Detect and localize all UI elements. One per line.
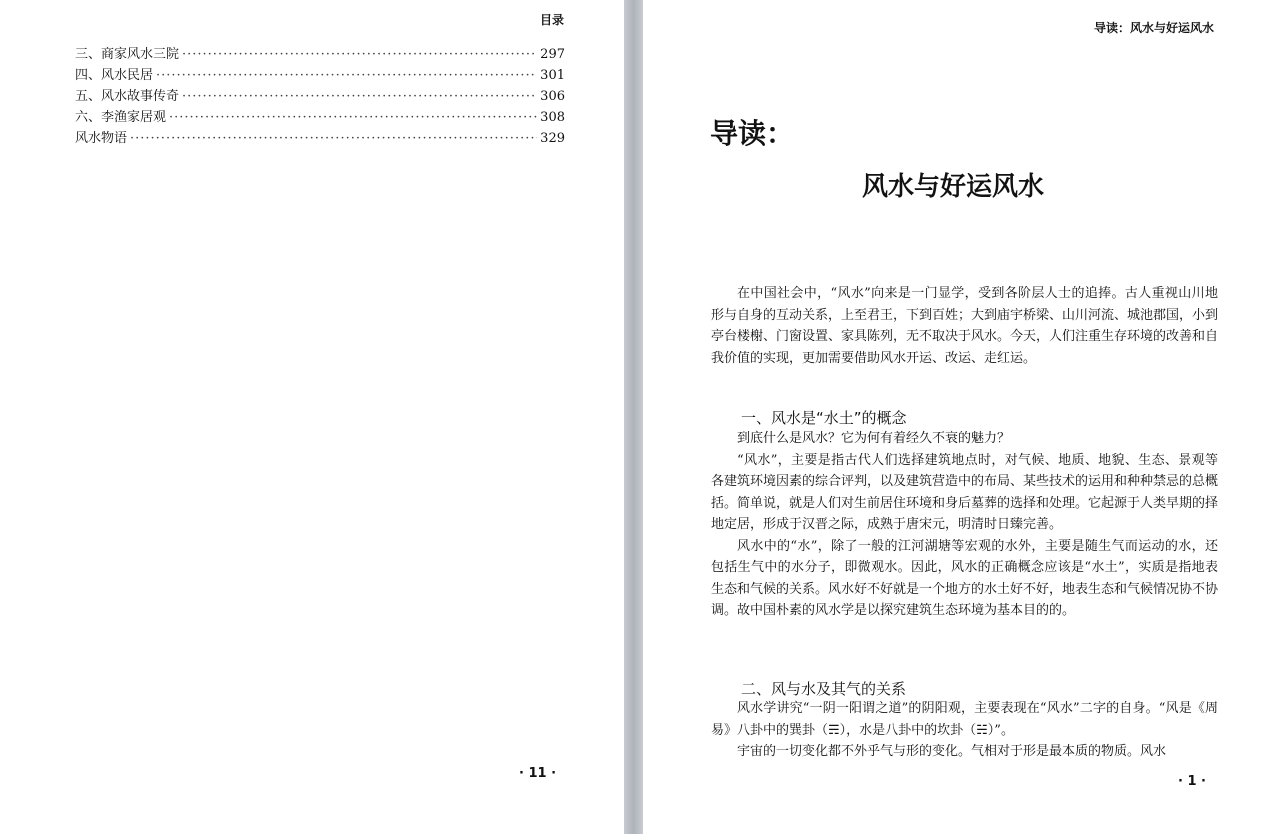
section-2-body xyxy=(711,698,1218,763)
toc-entry-page: 301 xyxy=(540,68,565,83)
toc-leader-dots xyxy=(182,44,537,65)
chapter-title: 风水与好运风水 xyxy=(862,172,1045,202)
toc-entry[interactable] xyxy=(75,128,565,149)
paragraph: 风水学讲究“一阴一阳谓之道”的阴阳观，主要表现在“风水”二字的自身。“风是《周易》八卦中的巽卦（☴），水是八卦中的坎卦（☵）”。 xyxy=(711,701,1218,738)
toc-leader-dots xyxy=(130,128,537,149)
intro-label: 导读： xyxy=(710,117,795,150)
page-number-right: · 1 · xyxy=(1178,774,1206,789)
paragraph: 宇宙的一切变化都不外乎气与形的变化。气相对于形是最本质的物质。风水 xyxy=(737,744,1167,759)
toc-entry[interactable] xyxy=(75,107,565,128)
toc-entry-page: 329 xyxy=(540,131,565,146)
toc-entry-title: 三、商家风水三院 xyxy=(75,47,180,62)
intro-paragraph xyxy=(711,283,1218,369)
toc-entry-page: 308 xyxy=(540,110,565,125)
toc-entry-page: 297 xyxy=(540,47,565,62)
section-1-body xyxy=(711,428,1218,622)
running-head-left: 目录 xyxy=(539,13,564,27)
toc-entry-title: 五、风水故事传奇 xyxy=(75,89,180,104)
toc-leader-dots xyxy=(156,65,537,86)
toc-leader-dots xyxy=(169,107,537,128)
toc-entry[interactable] xyxy=(75,65,565,86)
paragraph: 风水中的“水”，除了一般的江河湖塘等宏观的水外，主要是随生气而运动的水，还包括生气中的水分子，即微观水。因此，风水的正确概念应该是“水土”，实质是指地表生态和气候的关系。风水好不好就是一个地方的水土好不好，地表生态和气候情况协不协调。故中国朴素的风水学是以探究建筑生态环境为基本目的的。 xyxy=(711,538,1219,618)
toc-entry-page: 306 xyxy=(540,89,565,104)
page-number-left: · 11 · xyxy=(519,766,557,781)
paragraph: 到底什么是风水？它为何有着经久不衰的魅力？ xyxy=(737,431,1011,446)
running-head-right: 导读：风水与好运风水 xyxy=(1093,21,1214,35)
toc-entry-title: 六、李渔家居观 xyxy=(75,110,167,125)
section-heading-1: 一、风水是“水土”的概念 xyxy=(741,409,907,427)
toc-entry[interactable] xyxy=(75,86,565,107)
toc-leader-dots xyxy=(182,86,537,107)
page-gutter xyxy=(624,0,643,834)
paragraph: “风水”，主要是指古代人们选择建筑地点时，对气候、地质、地貌、生态、景观等各建筑环境因素的综合评判，以及建筑营造中的布局、某些技术的运用和种种禁忌的总概括。简单说，就是人们对生前居住环境和身后墓葬的选择和处理。它起源于人类早期的择地定居，形成于汉晋之际，成熟于唐宋元，明清时日臻完善。 xyxy=(711,452,1219,532)
toc-entry-title: 风水物语 xyxy=(75,131,128,146)
paragraph: 在中国社会中，“风水”向来是一门显学，受到各阶层人士的追捧。古人重视山川地形与自身的互动关系，上至君王，下到百姓；大到庙宇桥梁、山川河流、城池郡国，小到亭台楼榭、门窗设置、家具陈列，无不取决于风水。今天，人们注重生存环境的改善和自我价值的实现，更加需要借助风水开运、改运、走红运。 xyxy=(711,286,1219,366)
section-heading-2: 二、风与水及其气的关系 xyxy=(741,680,907,698)
left-page xyxy=(0,0,624,834)
table-of-contents xyxy=(75,44,565,149)
toc-entry[interactable] xyxy=(75,44,565,65)
toc-entry-title: 四、风水民居 xyxy=(75,68,154,83)
